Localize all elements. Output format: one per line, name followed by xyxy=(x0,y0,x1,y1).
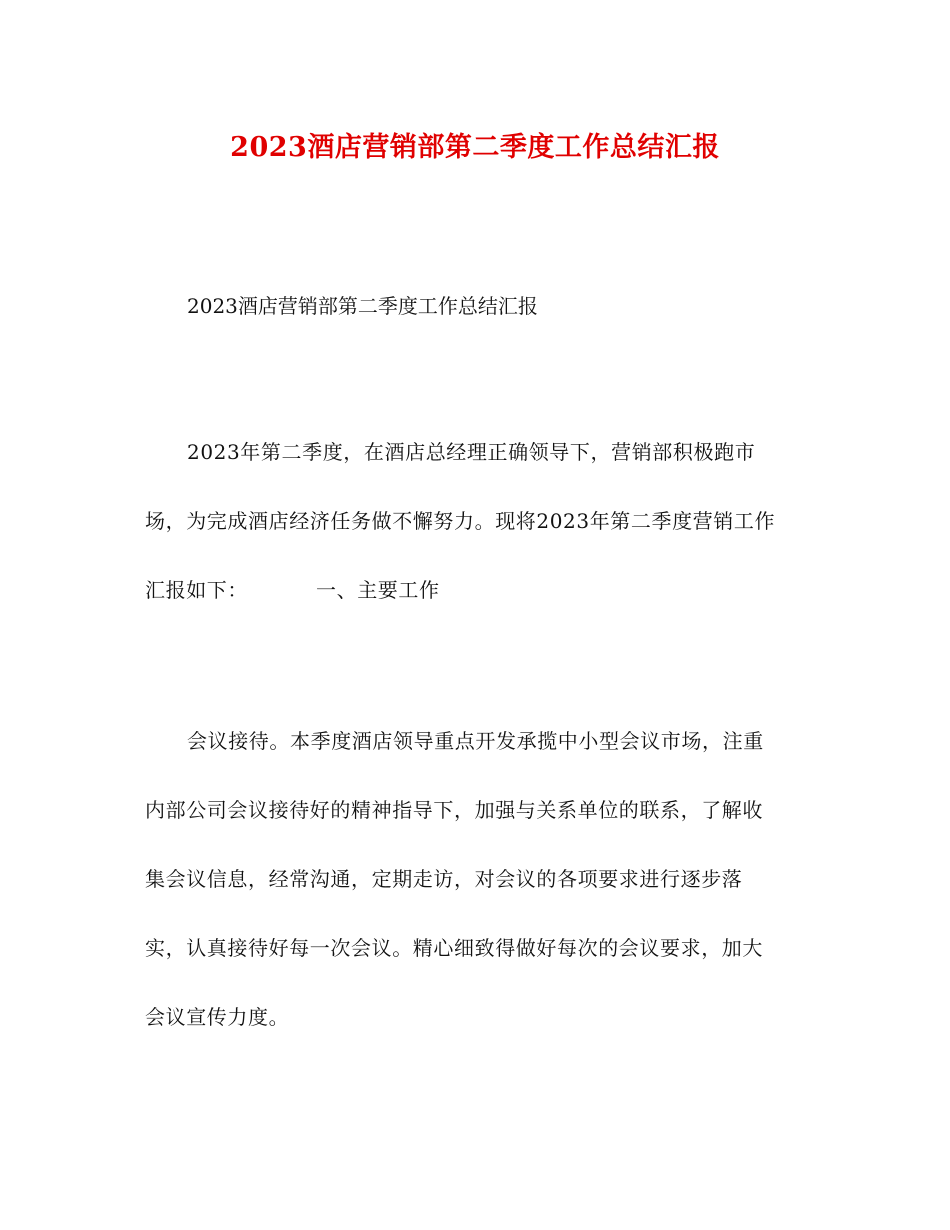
paragraph-line: 会议宣传力度。 xyxy=(145,1005,290,1029)
paragraph-line: 场，为完成酒店经济任务做不懈努力。现将2023年第二季度营销工作 xyxy=(145,509,776,533)
paragraph-line: 2023年第二季度，在酒店总经理正确领导下，营销部积极跑市 xyxy=(187,440,756,464)
paragraph-line xyxy=(145,556,815,625)
document-subtitle: 2023酒店营销部第二季度工作总结汇报 xyxy=(187,294,538,318)
paragraph-line: 集会议信息，经常沟通，定期走访，对会议的各项要求进行逐步落 xyxy=(145,867,743,891)
paragraph-intro xyxy=(145,418,815,625)
paragraph-line: 会议接待。本季度酒店领导重点开发承揽中小型会议市场，注重 xyxy=(187,729,764,753)
section-heading-main-work: 一、主要工作 xyxy=(316,578,440,602)
paragraph-line: 内部公司会议接待好的精神指导下，加强与关系单位的联系，了解收 xyxy=(145,798,763,822)
report-lead-in: 汇报如下： xyxy=(145,578,248,602)
document-title: 2023酒店营销部第二季度工作总结汇报 xyxy=(230,132,720,163)
paragraph-line: 实，认真接待好每一次会议。精心细致得做好每次的会议要求，加大 xyxy=(145,936,763,960)
paragraph-meeting-reception xyxy=(145,707,815,1052)
